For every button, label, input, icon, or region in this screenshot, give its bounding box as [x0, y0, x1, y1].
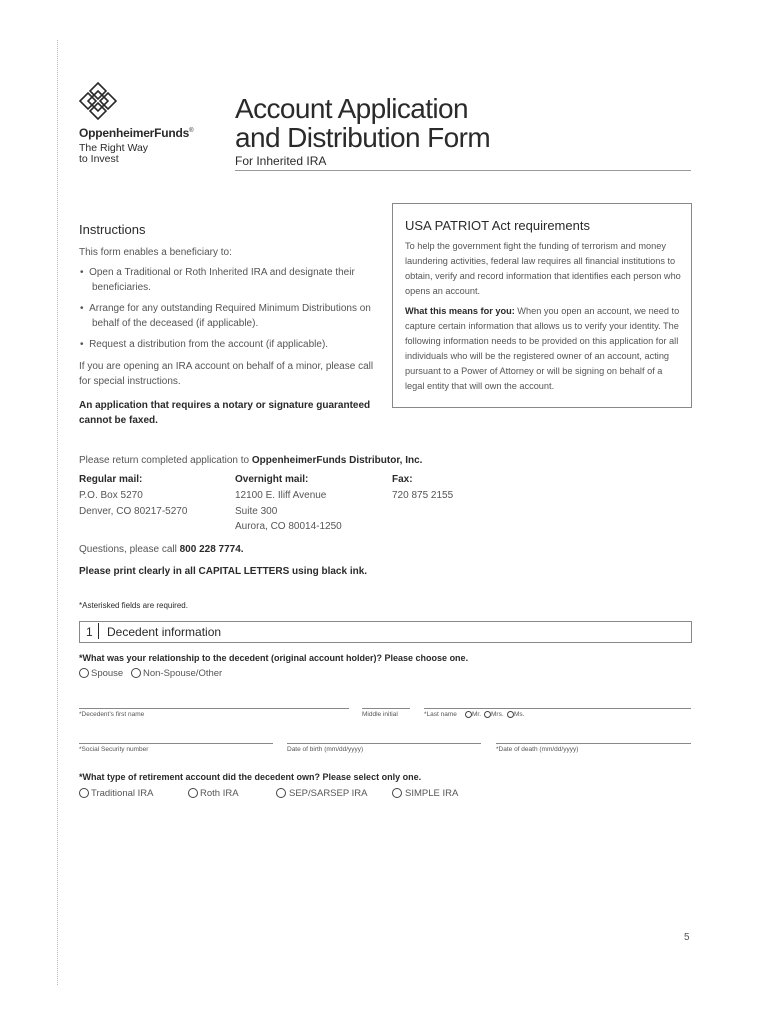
ms-radio[interactable]: [507, 711, 514, 718]
mrs-radio[interactable]: [484, 711, 491, 718]
minor-note: If you are opening an IRA account on behalf of a minor, please call for special instructions.: [79, 361, 374, 387]
fax-number: 720 875 2155: [392, 490, 454, 501]
patriot-heading: USA PATRIOT Act requirements: [405, 218, 590, 233]
instructions-bullet: • Request a distribution from the account (if applicable).: [80, 339, 329, 350]
mr-label: Mr.: [472, 711, 482, 718]
ssn-label: *Social Security number: [79, 746, 149, 753]
first-name-field[interactable]: [79, 708, 349, 709]
sep-sarsep-ira-radio[interactable]: [276, 788, 286, 798]
simple-ira-radio[interactable]: [392, 788, 402, 798]
return-instructions: Please return completed application to OppenheimerFunds Distributor, Inc.: [79, 455, 423, 466]
dob-field[interactable]: [287, 743, 481, 744]
section-number: 1: [86, 625, 93, 639]
instructions-intro: This form enables a beneficiary to:: [79, 247, 232, 258]
header-divider: [235, 170, 691, 171]
last-name-label: *Last name: [424, 711, 457, 718]
mr-radio[interactable]: [465, 711, 472, 718]
traditional-ira-label: Traditional IRA: [91, 788, 154, 799]
last-name-field[interactable]: [424, 708, 691, 709]
ssn-field[interactable]: [79, 743, 273, 744]
fax-heading: Fax:: [392, 474, 413, 485]
dob-label: Date of birth (mm/dd/yyyy): [287, 746, 364, 753]
patriot-para-1: To help the government fight the funding of terrorism and money laundering activities, federal law requires all financial institutions to obtain, verify and record information that identifies each person who opens an account.: [405, 241, 681, 296]
section-title: Decedent information: [107, 625, 222, 639]
first-name-label: *Decedent’s first name: [79, 711, 145, 718]
non-spouse-label: Non-Spouse/Other: [143, 668, 223, 679]
asterisk-note: *Asterisked fields are required.: [79, 601, 188, 610]
account-type-question: *What type of retirement account did the decedent own? Please select only one.: [79, 772, 422, 782]
regular-mail-heading: Regular mail:: [79, 474, 143, 485]
instructions-bullet: • Arrange for any outstanding Required Minimum Distributions on behalf of the deceased (if applicable).: [80, 303, 371, 329]
regular-mail-address: P.O. Box 5270 Denver, CO 80217-5270: [79, 490, 188, 517]
ms-label: Ms.: [514, 711, 525, 718]
dod-label: *Date of death (mm/dd/yyyy): [496, 746, 579, 753]
patriot-para-2: What this means for you: When you open an account, we need to capture certain information that allows us to verify your identity. The following information needs to be provided on this application for all individuals who will be the registered owner of an account, acting pursuant to a Power of Attorney or will be signing on behalf of a legal entity that will own the account.: [405, 306, 680, 391]
mrs-label: Mrs.: [491, 711, 504, 718]
tagline: The Right Way to Invest: [79, 142, 149, 165]
roth-ira-radio[interactable]: [188, 788, 198, 798]
sep-sarsep-ira-label: SEP/SARSEP IRA: [289, 788, 368, 799]
notary-note: An application that requires a notary or signature guaranteed cannot be faxed.: [79, 400, 371, 426]
perforation-line: [57, 40, 58, 985]
instructions-bullet: • Open a Traditional or Roth Inherited IRA and designate their beneficiaries.: [80, 267, 355, 293]
traditional-ira-radio[interactable]: [79, 788, 89, 798]
spouse-radio[interactable]: [79, 668, 89, 678]
questions-line: Questions, please call 800 228 7774.: [79, 544, 244, 555]
simple-ira-label: SIMPLE IRA: [405, 788, 459, 799]
overnight-mail-heading: Overnight mail:: [235, 474, 309, 485]
brand-name: OppenheimerFunds®: [79, 126, 194, 140]
section-divider: [98, 623, 99, 639]
print-clearly-note: Please print clearly in all CAPITAL LETTERS using black ink.: [79, 566, 368, 577]
non-spouse-radio[interactable]: [131, 668, 141, 678]
oppenheimer-logo-icon: [78, 81, 118, 121]
page-number: 5: [684, 932, 690, 943]
middle-initial-label: Middle initial: [362, 711, 398, 718]
roth-ira-label: Roth IRA: [200, 788, 239, 799]
relationship-question: *What was your relationship to the decedent (original account holder)? Please choose one.: [79, 653, 469, 663]
page-title: Account Application and Distribution Form: [235, 93, 491, 153]
middle-initial-field[interactable]: [362, 708, 410, 709]
page-subtitle: For Inherited IRA: [235, 154, 327, 168]
overnight-mail-address: 12100 E. Iliff Avenue Suite 300 Aurora, CO 80014-1250: [235, 490, 342, 532]
instructions-heading: Instructions: [79, 222, 146, 237]
dod-field[interactable]: [496, 743, 691, 744]
spouse-label: Spouse: [91, 668, 124, 679]
